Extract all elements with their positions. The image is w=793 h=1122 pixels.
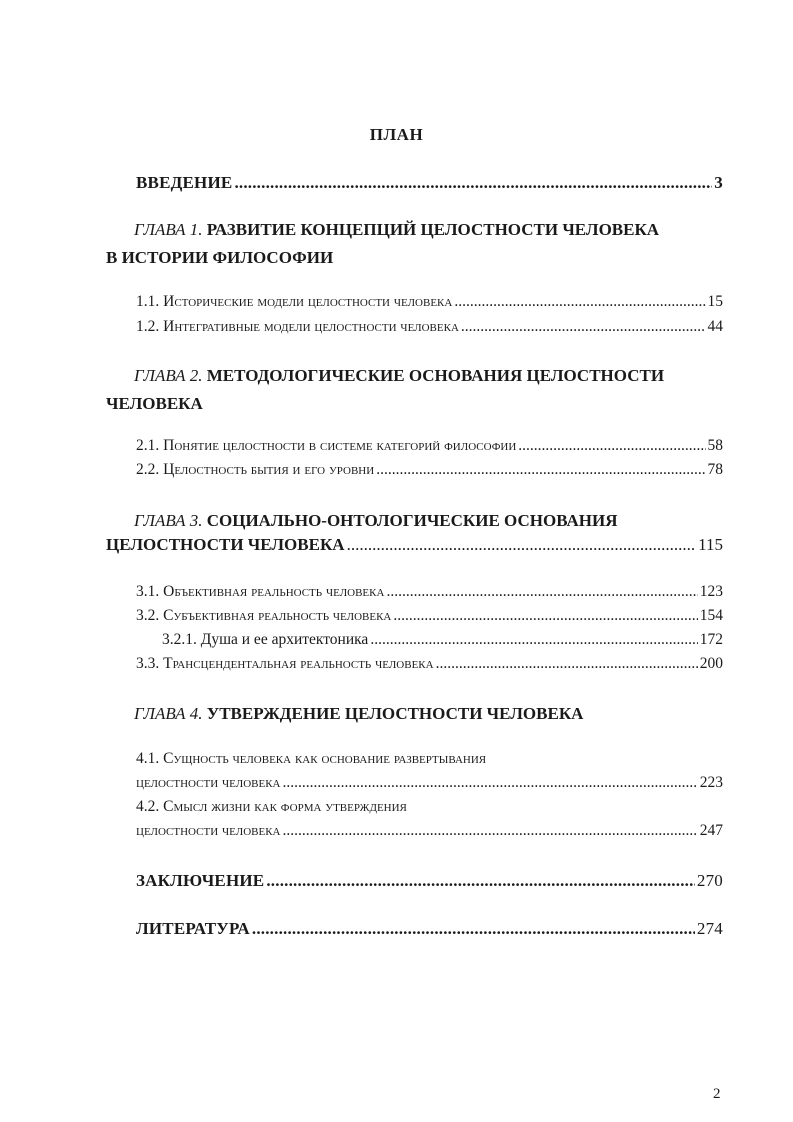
toc-page-number: 154 bbox=[699, 607, 723, 624]
dot-leader bbox=[436, 655, 698, 673]
toc-entry-1-2 bbox=[136, 318, 723, 336]
toc-entry-label: ЗАКЛЮЧЕНИЕ bbox=[136, 871, 265, 890]
toc-entry-4-2-line2 bbox=[136, 822, 723, 840]
dot-leader bbox=[386, 583, 697, 601]
dot-leader bbox=[376, 461, 705, 479]
chapter-title: РАЗВИТИЕ КОНЦЕПЦИЙ ЦЕЛОСТНОСТИ ЧЕЛОВЕКА bbox=[206, 220, 660, 239]
toc-entry-2-2 bbox=[136, 461, 723, 479]
chapter-4-heading bbox=[106, 700, 726, 728]
chapter-3-heading bbox=[106, 507, 726, 535]
dot-leader bbox=[234, 173, 712, 193]
toc-entry-label: 2.1. Понятие целостности в системе категорий философии bbox=[136, 437, 517, 454]
toc-entry-label: 3.2.1. Душа и ее архитектоника bbox=[162, 631, 369, 648]
chapter-1-heading bbox=[106, 216, 726, 272]
toc-entry-3-2 bbox=[136, 607, 723, 625]
toc-entry-label: ЛИТЕРАТУРА bbox=[136, 919, 250, 938]
toc-entry-label: 2.2. Целостность бытия и его уровни bbox=[136, 461, 375, 478]
chapter-3-title-row bbox=[106, 535, 723, 555]
toc-page-number: 58 bbox=[707, 437, 723, 454]
toc-page-number: 200 bbox=[699, 655, 723, 672]
toc-entry-3-3 bbox=[136, 655, 723, 673]
toc-page-number: 247 bbox=[699, 822, 723, 839]
toc-page-number: 274 bbox=[696, 919, 723, 938]
toc-page-number: 115 bbox=[698, 535, 723, 554]
chapter-label: ГЛАВА 1. bbox=[134, 220, 203, 239]
toc-page-number: 223 bbox=[699, 774, 723, 791]
toc-entry-label: 4.1. Сущность человека как основание развертывания bbox=[136, 750, 487, 767]
dot-leader bbox=[282, 774, 697, 792]
toc-entry-3-1 bbox=[136, 583, 723, 601]
toc-page-number: 3 bbox=[714, 173, 723, 192]
dot-leader bbox=[266, 871, 695, 891]
chapter-title: УТВЕРЖДЕНИЕ ЦЕЛОСТНОСТИ ЧЕЛОВЕКА bbox=[206, 704, 584, 723]
chapter-title: СОЦИАЛЬНО-ОНТОЛОГИЧЕСКИЕ ОСНОВАНИЯ bbox=[206, 511, 618, 530]
chapter-title-continued: ЧЕЛОВЕКА bbox=[106, 394, 203, 413]
toc-page-number: 15 bbox=[707, 293, 723, 310]
toc-entry-label: 1.1. Исторические модели целостности человека bbox=[136, 293, 453, 310]
chapter-title-continued: В ИСТОРИИ ФИЛОСОФИИ bbox=[106, 248, 334, 267]
toc-entry-literature bbox=[136, 919, 723, 939]
toc-entry-label-continued: целостности человека bbox=[136, 774, 281, 791]
chapter-label: ГЛАВА 3. bbox=[134, 511, 203, 530]
chapter-label: ГЛАВА 2. bbox=[134, 366, 203, 385]
toc-page-number: 78 bbox=[707, 461, 723, 478]
dot-leader bbox=[282, 822, 697, 840]
chapter-label: ГЛАВА 4. bbox=[134, 704, 203, 723]
dot-leader bbox=[393, 607, 697, 625]
toc-page-number: 44 bbox=[707, 318, 723, 335]
chapter-title: МЕТОДОЛОГИЧЕСКИЕ ОСНОВАНИЯ ЦЕЛОСТНОСТИ bbox=[206, 366, 665, 385]
toc-entry-conclusion bbox=[136, 871, 723, 891]
toc-entry-4-2-line1 bbox=[136, 798, 723, 816]
toc-entry-label-continued: целостности человека bbox=[136, 822, 281, 839]
page-title: ПЛАН bbox=[369, 125, 424, 144]
toc-entry-intro bbox=[136, 173, 723, 193]
toc-entry-1-1 bbox=[136, 293, 723, 311]
dot-leader bbox=[461, 318, 706, 336]
toc-entry-3-2-1 bbox=[162, 631, 723, 649]
dot-leader bbox=[252, 919, 695, 939]
toc-page-number: 123 bbox=[699, 583, 723, 600]
dot-leader bbox=[518, 437, 705, 455]
toc-entry-label: 3.1. Объективная реальность человека bbox=[136, 583, 385, 600]
toc-entry-label: 4.2. Смысл жизни как форма утверждения bbox=[136, 798, 407, 815]
toc-entry-4-1-line1 bbox=[136, 750, 723, 768]
dot-leader bbox=[370, 631, 697, 649]
toc-page-number: 172 bbox=[699, 631, 723, 648]
toc-entry-label: 1.2. Интегративные модели целостности человека bbox=[136, 318, 459, 335]
dot-leader bbox=[454, 293, 705, 311]
toc-entry-label: ВВЕДЕНИЕ bbox=[136, 173, 233, 192]
toc-page-number: 270 bbox=[696, 871, 723, 890]
dot-leader bbox=[347, 535, 697, 555]
toc-entry-2-1 bbox=[136, 437, 723, 455]
toc-entry-label: 3.2. Субъективная реальность человека bbox=[136, 607, 392, 624]
toc-entry-4-1-line2 bbox=[136, 774, 723, 792]
chapter-2-heading bbox=[106, 362, 726, 418]
page-number: 2 bbox=[713, 1086, 721, 1102]
toc-entry-label: 3.3. Трансцендентальная реальность человека bbox=[136, 655, 434, 672]
chapter-title-continued: ЦЕЛОСТНОСТИ ЧЕЛОВЕКА bbox=[106, 535, 345, 554]
